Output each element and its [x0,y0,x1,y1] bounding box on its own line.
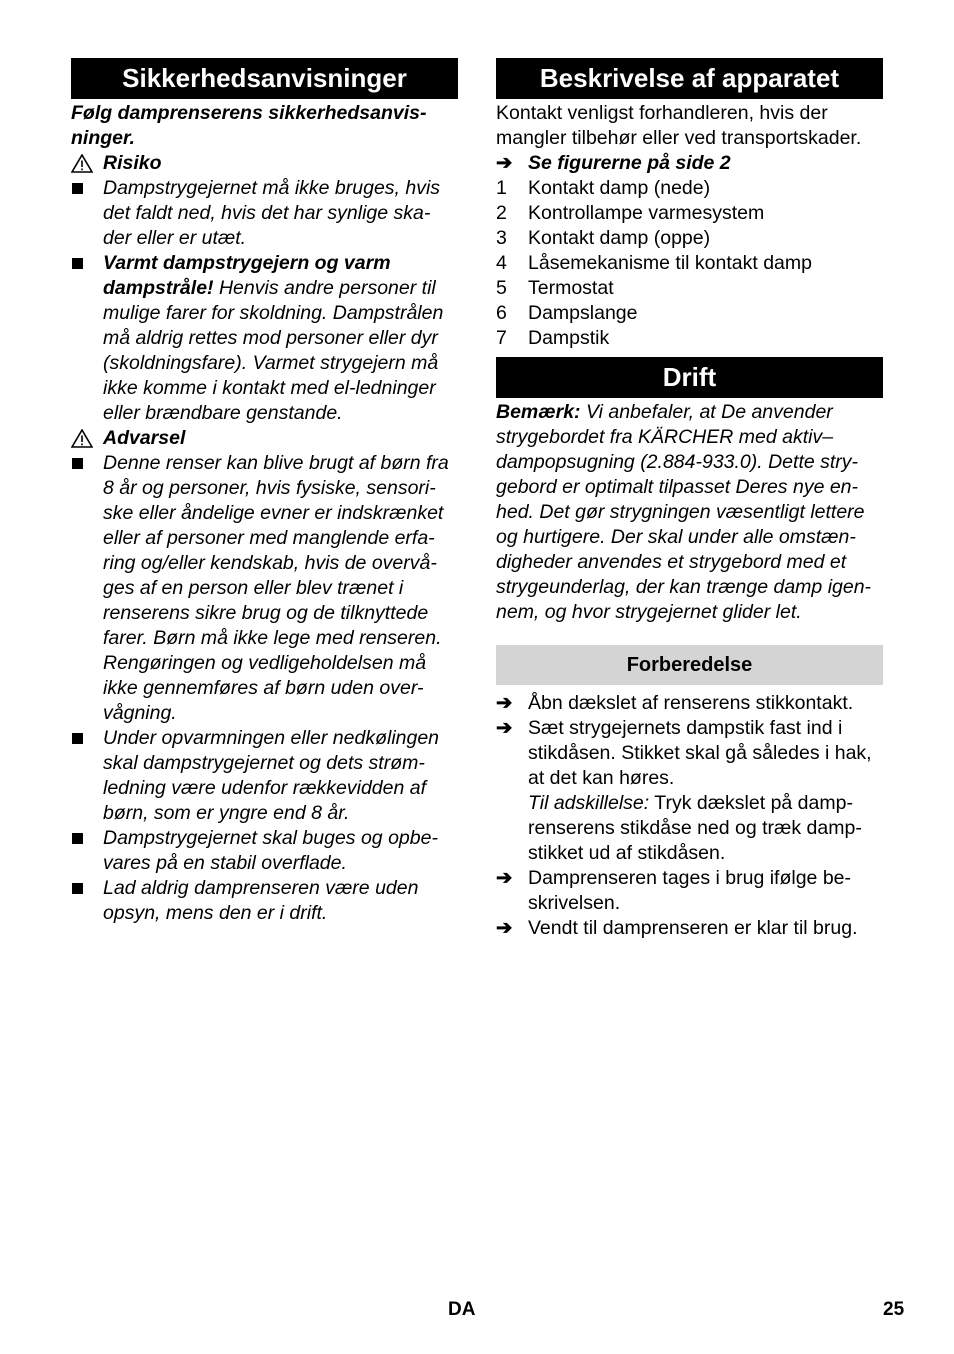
step-line: skrivelsen. [528,892,621,914]
part-label: Dampstik [528,327,610,349]
list-item-line: Dampstrygejernet må ikke bruges, hvis [103,177,441,199]
intro-line: Følg damprenserens sikkerhedsanvis- [71,102,427,124]
parts-list-item [496,226,883,251]
note-line: gebord er optimalt tilpasset Deres nye en- [496,476,859,498]
step-item [496,866,883,916]
list-item-line: børn, som er yngre end 8 år. [103,802,350,824]
note-line: strygebordet fra KÄRCHER med aktiv– [496,426,834,448]
step-line: Sæt strygejernets dampstik fast ind i [528,717,843,739]
list-item-line [103,276,458,301]
step-item [496,916,883,941]
section-heading-drift: Drift [496,357,883,398]
list-item-line: (skoldningsfare). Varmet strygejern må [103,352,439,374]
list-item-line: eller af personer med manglende erfa- [103,527,435,549]
step-text: Tryk dækslet på damp- [649,792,853,814]
right-column [496,58,883,941]
part-number: 4 [496,252,507,274]
list-item-line: der eller er utæt. [103,227,247,249]
list-item-line: ske eller åndelige evner er indskrænket [103,502,444,524]
list-item [71,726,458,826]
left-column [71,58,458,926]
list-item-line: Rengøringen og vedligeholdelsen må [103,652,427,674]
note-line: digheder anvendes et strygebord med et [496,551,847,573]
section-heading-safety: Sikkerhedsanvisninger [71,58,458,99]
intro-line: Kontakt venligst forhandleren, hvis der [496,102,828,124]
emphasis-text: dampstråle! [103,277,214,299]
separation-label: Til adskillelse: [528,792,650,814]
list-item-line: Under opvarmningen eller nedkølingen [103,727,440,749]
section-heading-description: Beskrivelse af apparatet [496,58,883,99]
part-label: Låsemekanisme til kontakt damp [528,252,812,274]
see-figures-row [496,151,883,176]
footer-page-number: 25 [883,1299,905,1320]
note-text: Vi anbefaler, at De anvender [580,401,833,423]
note-label: Bemærk: [496,401,581,423]
list-item-line: Varmt dampstrygejern og varm [103,252,391,274]
bullet-square-icon [72,183,83,194]
subsection-heading-preparation: Forberedelse [496,645,883,685]
list-item-line: Lad aldrig damprenseren være uden [103,877,419,899]
note-line: hed. Det gør strygningen væsentligt lettere [496,501,865,523]
step-item [496,691,883,716]
list-item-line: ges af en person eller blev trænet i [103,577,404,599]
bullet-square-icon [72,458,83,469]
warning-label: Advarsel [103,427,186,449]
note-line: og hurtigere. Der skal under alle omstæn- [496,526,856,548]
list-item-line: ring og/eller kendskab, hvis de overvå- [103,552,437,574]
list-item-line: skal dampstrygejernet og dets strøm- [103,752,425,774]
parts-list-item [496,251,883,276]
risk-label-row [71,151,458,176]
risk-label: Risiko [103,152,162,174]
arrow-right-icon: ➔ [496,152,513,174]
bullet-square-icon [72,883,83,894]
see-figures-text: Se figurerne på side 2 [528,152,731,174]
intro-line: mangler tilbehør eller ved transportskader. [496,127,862,149]
part-number: 5 [496,277,507,299]
list-item-line: farer. Børn må ikke lege med renseren. [103,627,442,649]
list-item [71,251,458,426]
footer-language: DA [448,1299,476,1320]
list-item-line: mulige farer for skoldning. Dampstrålen [103,302,444,324]
arrow-right-icon: ➔ [496,717,513,739]
part-number: 6 [496,302,507,324]
list-item-line: vågning. [103,702,177,724]
step-line: Damprenseren tages i brug ifølge be- [528,867,851,889]
warning-triangle-icon [71,151,103,176]
step-line: at det kan høres. [528,767,675,789]
list-item-line: ikke komme i kontakt med el-ledninger [103,377,436,399]
parts-list-item [496,276,883,301]
parts-list-item [496,301,883,326]
bullet-square-icon [72,833,83,844]
list-item-line: ledning være udenfor rækkevidden af [103,777,427,799]
step-line: Åbn dækslet af renserens stikkontakt. [528,692,854,714]
list-item-line: ikke gennemføres af børn uden over- [103,677,424,699]
part-number: 1 [496,177,507,199]
list-item [71,826,458,876]
note-line: nem, og hvor strygejernet glider let. [496,601,802,623]
list-item-line: renserens sikre brug og de tilknyttede [103,602,429,624]
list-item-line: 8 år og personer, hvis fysiske, sensori- [103,477,436,499]
list-item-line: eller brændbare genstande. [103,402,343,424]
part-label: Kontakt damp (oppe) [528,227,711,249]
warning-triangle-icon [71,426,103,451]
step-line: renserens stikdåse ned og træk damp- [528,817,862,839]
warning-label-row [71,426,458,451]
parts-list-item [496,326,883,351]
part-label: Kontrollampe varmesystem [528,202,765,224]
list-item-line: må aldrig rettes mod personer eller dyr [103,327,438,349]
list-item-line: det faldt ned, hvis det har synlige ska- [103,202,431,224]
part-number: 2 [496,202,507,224]
part-label: Termostat [528,277,614,299]
list-item [71,176,458,251]
part-number: 3 [496,227,507,249]
parts-list-item [496,201,883,226]
list-item-line: vares på en stabil overflade. [103,852,347,874]
intro-line: ninger. [71,127,135,149]
step-item [496,716,883,866]
bullet-square-icon [72,258,83,269]
step-line: stikket ud af stikdåsen. [528,842,726,864]
list-item-line: opsyn, mens den er i drift. [103,902,328,924]
list-item [71,451,458,726]
note-line [496,400,883,425]
step-line [528,791,883,816]
step-line: Vendt til damprenseren er klar til brug. [528,917,858,939]
arrow-right-icon: ➔ [496,917,513,939]
list-item [71,876,458,926]
arrow-right-icon: ➔ [496,692,513,714]
list-item-line: Denne renser kan blive brugt af børn fra [103,452,449,474]
part-number: 7 [496,327,507,349]
note-line: strygeunderlag, der kan trænge damp igen- [496,576,872,598]
list-item-text: Henvis andre personer til [213,277,436,299]
part-label: Kontakt damp (nede) [528,177,711,199]
parts-list-item [496,176,883,201]
step-line: stikdåsen. Stikket skal gå således i hak, [528,742,872,764]
arrow-right-icon: ➔ [496,867,513,889]
note-paragraph [496,400,883,625]
bullet-square-icon [72,733,83,744]
note-line: dampopsugning (2.884-933.0). Dette stry- [496,451,859,473]
list-item-line: Dampstrygejernet skal buges og opbe- [103,827,438,849]
part-label: Dampslange [528,302,638,324]
